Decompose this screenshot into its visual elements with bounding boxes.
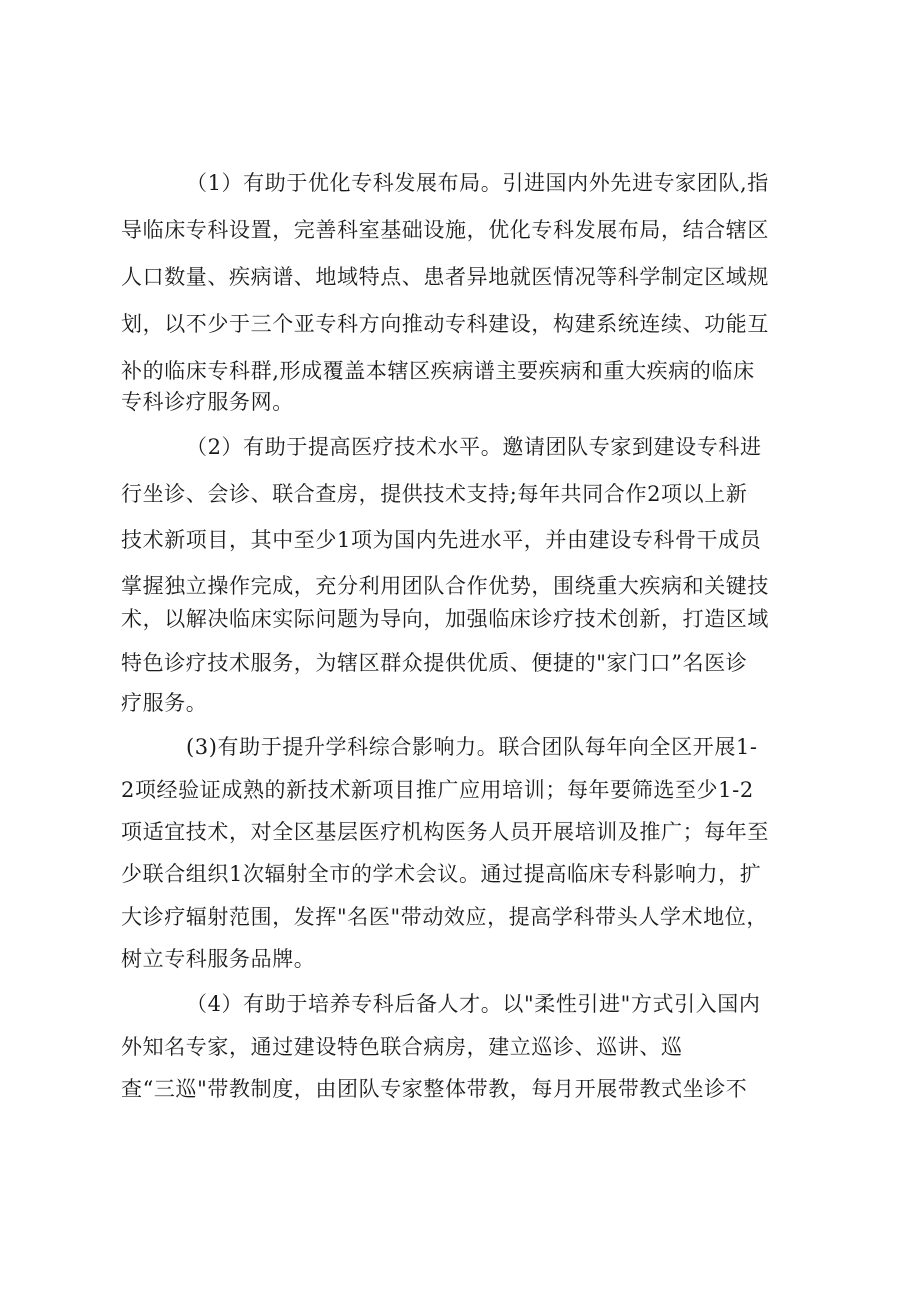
text: 划，以不少于三个亚专科方向推动专科建设，构建系统连续、功能互 <box>121 312 769 336</box>
paragraph-3-line-3 <box>0 814 920 850</box>
text: 导临床专科设置，完善科室基础设施，优化专科发展布局，结合辖区 <box>121 218 769 242</box>
paragraph-4-line-3 <box>0 1071 920 1107</box>
paragraph-3-line-6 <box>0 941 920 977</box>
paragraph-2-line-3 <box>0 522 920 558</box>
paragraph-4-line-2 <box>0 1029 920 1065</box>
paragraph-3-line-1 <box>0 729 920 765</box>
text: (3)有助于提升学科综合影响力。联合团队每年向全区开展1- <box>186 735 758 759</box>
paragraph-1-line-3 <box>0 259 920 295</box>
paragraph-3-line-5 <box>0 899 920 935</box>
text: 特色诊疗技术服务，为辖区群众提供优质、便捷的"家门口”名医诊 <box>121 651 748 675</box>
text: 疗服务。 <box>121 691 208 715</box>
paragraph-2-line-6 <box>0 645 920 681</box>
paragraph-2-line-5 <box>0 601 920 637</box>
text: 项适宜技术，对全区基层医疗机构医务人员开展培训及推广；每年至 <box>121 820 769 844</box>
text: 人口数量、疾病谱、地域特点、患者异地就医情况等科学制定区域规 <box>121 265 769 289</box>
text: 技术新项目，其中至少1项为国内先进水平，并由建设专科骨干成员 <box>121 528 762 552</box>
paragraph-1-line-4 <box>0 306 920 342</box>
text: 树立专科服务品牌。 <box>121 947 316 971</box>
paragraph-2-line-4 <box>0 568 920 604</box>
text: （2）有助于提高医疗技术水平。邀请团队专家到建设专科进 <box>186 435 762 459</box>
paragraph-2-line-7 <box>0 685 920 721</box>
paragraph-1-line-1 <box>0 165 920 201</box>
paragraph-3-line-2 <box>0 772 920 808</box>
text: 专科诊疗服务网。 <box>121 390 294 414</box>
text: 掌握独立操作完成，充分利用团队合作优势，围绕重大疾病和关键技 <box>121 574 769 598</box>
text: 补的临床专科群,形成覆盖本辖区疾病谱主要疾病和重大疾病的临床 <box>121 359 755 383</box>
paragraph-1-line-6 <box>0 384 920 420</box>
text: （4）有助于培养专科后备人才。以"柔性引进"方式引入国内 <box>186 992 761 1016</box>
text: 2项经验证成熟的新技术新项目推广应用培训；每年要筛选至少1-2 <box>121 778 754 802</box>
paragraph-3-line-4 <box>0 856 920 892</box>
text: 少联合组织1次辐射全市的学术会议。通过提高临床专科影响力，扩 <box>121 862 762 886</box>
paragraph-1-line-2 <box>0 212 920 248</box>
text: 大诊疗辐射范围，发挥"名医"带动效应，提高学科带头人学术地位， <box>121 905 768 929</box>
text: 查“三巡"带教制度，由团队专家整体带教，每月开展带教式坐诊不 <box>121 1077 748 1101</box>
text: 外知名专家，通过建设特色联合病房，建立巡诊、巡讲、巡 <box>121 1035 683 1059</box>
paragraph-2-line-2 <box>0 476 920 512</box>
paragraph-2-line-1 <box>0 429 920 465</box>
text: （1）有助于优化专科发展布局。引进国内外先进专家团队,指 <box>186 171 769 195</box>
text: 术，以解决临床实际问题为导向，加强临床诊疗技术创新，打造区域 <box>121 607 769 631</box>
paragraph-4-line-1 <box>0 986 920 1022</box>
text: 行坐诊、会诊、联合查房，提供技术支持;每年共同合作2项以上新 <box>121 482 748 506</box>
